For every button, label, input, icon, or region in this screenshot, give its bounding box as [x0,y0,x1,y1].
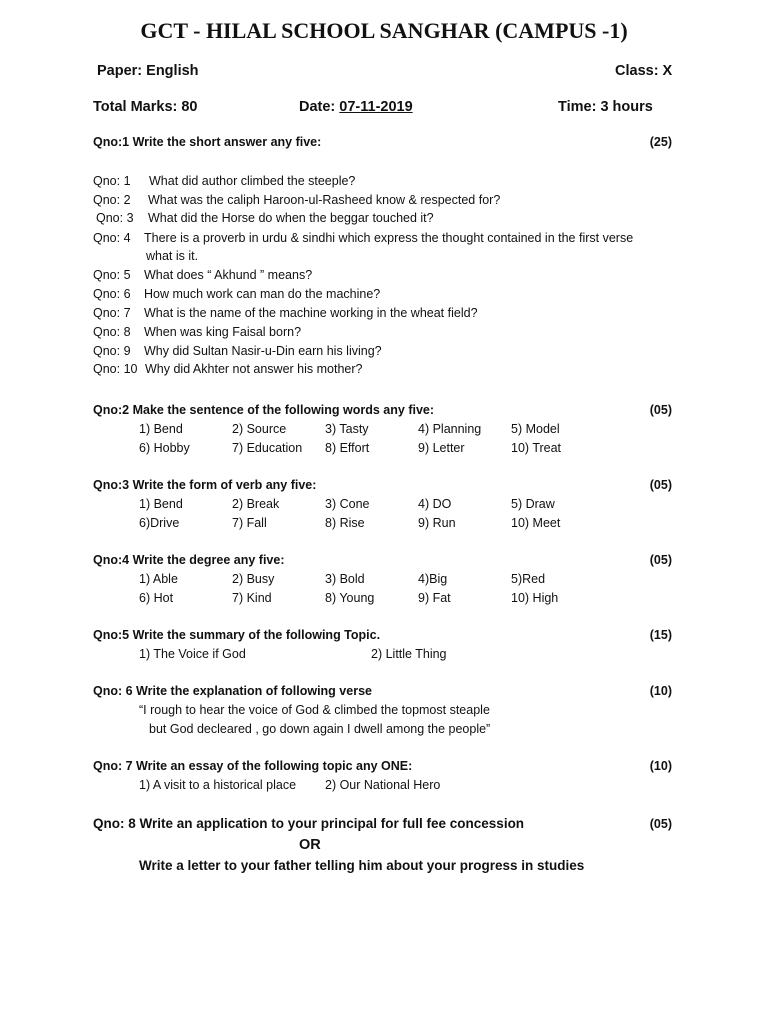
q1-item-text: What was the caliph Haroon-ul-Rasheed know & respected for? [148,193,501,207]
q1-item-no: Qno: 1 [93,174,131,188]
exam-date [299,98,413,116]
q5-topic: 2) Little Thing [371,647,447,661]
q3-heading: Qno:3 Write the form of verb any five: [93,478,317,492]
q2-word: 5) Model [511,422,560,436]
q1-item-text: Why did Sultan Nasir-u-Din earn his living? [144,344,382,358]
q3-verb: 7) Fall [232,516,267,530]
exam-time: Time: 3 hours [558,99,653,115]
q4-adjective: 10) High [511,591,559,605]
q1-item-text: How much work can man do the machine? [144,287,381,301]
q8-or: OR [299,837,321,853]
q5-marks: (15) [649,628,672,642]
q2-word: 10) Treat [511,441,562,455]
q4-adjective: 3) Bold [325,572,365,586]
q1-item-no: Qno: 10 [93,362,138,376]
q2-word: 9) Letter [418,441,465,455]
q7-topic: 1) A visit to a historical place [139,778,297,792]
q2-word: 1) Bend [139,422,183,436]
q1-item-text-continued: what is it. [146,249,199,263]
q8-heading: Qno: 8 Write an application to your principal for full fee concession [93,816,525,831]
q4-adjective: 9) Fat [418,591,451,605]
q2-word: 7) Education [232,441,303,455]
q1-item-no: Qno: 5 [93,268,131,282]
q1-item-no: Qno: 4 [93,231,131,245]
q2-marks: (05) [649,403,672,417]
q5-heading: Qno:5 Write the summary of the following Topic. [93,628,381,642]
q2-word: 6) Hobby [139,441,190,455]
q4-adjective: 1) Able [139,572,178,586]
q3-verb: 4) DO [418,497,452,511]
q3-verb: 8) Rise [325,516,365,530]
q1-item-text: What does “ Akhund ” means? [144,268,313,282]
q1-item-no: Qno: 2 [93,193,131,207]
q4-heading: Qno:4 Write the degree any five: [93,553,285,567]
q1-heading: Qno:1 Write the short answer any five: [93,135,322,149]
q6-verse-line: “I rough to hear the voice of God & climbed the topmost steaple [139,703,490,717]
q5-topic: 1) The Voice if God [139,647,246,661]
q3-verb: 2) Break [232,497,280,511]
q3-verb: 1) Bend [139,497,183,511]
paper-label: Paper: English [97,63,199,79]
q6-verse-line: but God decleared , go down again I dwell among the people” [149,722,491,736]
q7-marks: (10) [649,759,672,773]
date-label: Date: [299,99,336,115]
q1-item-no: Qno: 9 [93,344,131,358]
q1-item-text: Why did Akhter not answer his mother? [145,362,363,376]
q3-verb: 9) Run [418,516,456,530]
q3-marks: (05) [649,478,672,492]
q2-word: 3) Tasty [325,422,369,436]
q2-word: 2) Source [232,422,287,436]
q1-item-no: Qno: 8 [93,325,131,339]
q1-item-no: Qno: 3 [96,211,134,225]
q1-item-no: Qno: 7 [93,306,131,320]
q1-item-text: There is a proverb in urdu & sindhi which express the thought contained in the first verse [144,231,634,245]
q1-item-text: What did author climbed the steeple? [149,174,356,188]
q2-word: 8) Effort [325,441,370,455]
q7-heading: Qno: 7 Write an essay of the following topic any ONE: [93,759,413,773]
q3-verb: 5) Draw [511,497,555,511]
q2-word: 4) Planning [418,422,482,436]
q4-adjective: 6) Hot [139,591,174,605]
q4-adjective: 8) Young [325,591,375,605]
q4-marks: (05) [649,553,672,567]
q3-verb: 10) Meet [511,516,561,530]
q1-item-text: What did the Horse do when the beggar touched it? [148,211,434,225]
q4-adjective: 5)Red [511,572,546,586]
school-title: GCT - HILAL SCHOOL SANGHAR (CAMPUS -1) [140,18,628,43]
q1-marks: (25) [649,135,672,149]
q1-item-no: Qno: 6 [93,287,131,301]
q8-marks: (05) [649,817,672,831]
class-label: Class: X [615,63,673,79]
q6-marks: (10) [649,684,672,698]
q8-alternative: Write a letter to your father telling him about your progress in studies [139,858,585,873]
q3-verb: 3) Cone [325,497,370,511]
q3-verb: 6)Drive [139,516,180,530]
q2-heading: Qno:2 Make the sentence of the following words any five: [93,403,435,417]
q1-item-text: What is the name of the machine working in the wheat field? [144,306,478,320]
q4-adjective: 4)Big [418,572,448,586]
q7-topic: 2) Our National Hero [325,778,441,792]
total-marks: Total Marks: 80 [93,99,198,115]
date-value: 07-11-2019 [339,99,413,115]
q1-item-text: When was king Faisal born? [144,325,302,339]
q4-adjective: 2) Busy [232,572,275,586]
q4-adjective: 7) Kind [232,591,272,605]
q6-heading: Qno: 6 Write the explanation of following verse [93,684,372,698]
